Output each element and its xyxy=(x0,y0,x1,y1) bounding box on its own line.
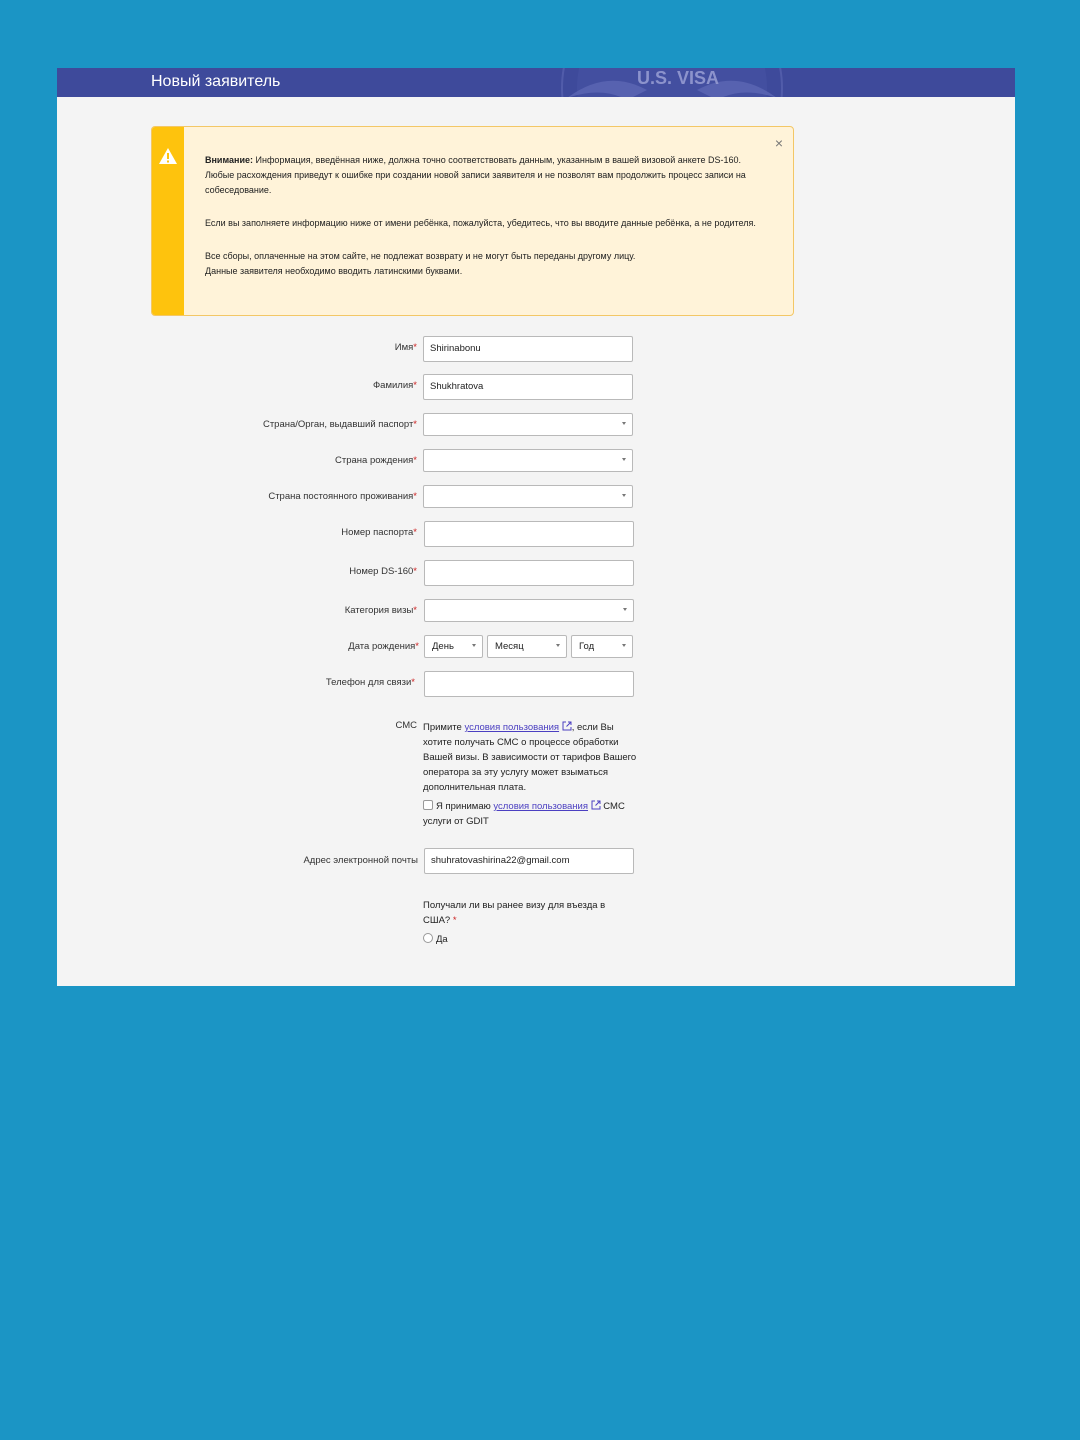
last-name-label: Фамилия* xyxy=(372,380,417,391)
warning-alert xyxy=(151,126,794,316)
residence-country-label: Страна постоянного проживания* xyxy=(268,491,417,502)
first-name-label: Имя* xyxy=(394,342,417,353)
main-panel xyxy=(57,68,1015,986)
passport-country-select[interactable] xyxy=(423,413,633,436)
passport-number-input[interactable] xyxy=(424,521,634,547)
terms-link[interactable]: условия пользования xyxy=(464,722,560,733)
email-input[interactable]: shuhratovashirina22@gmail.com xyxy=(424,848,634,874)
alert-paragraph-2: Если вы заполняете информацию ниже от имени ребёнка, пожалуйста, убедитесь, что вы вводите данные ребёнка, а не родителя. xyxy=(205,218,756,228)
prev-visa-yes-option[interactable]: Да xyxy=(423,932,638,947)
ds160-label: Номер DS-160* xyxy=(349,566,417,577)
sms-accept: Я принимаю условия пользования СМС услуги от GDIT xyxy=(423,801,625,827)
alert-bold: Внимание: xyxy=(205,155,253,165)
close-icon[interactable]: × xyxy=(774,135,783,151)
page-title: Новый заявитель xyxy=(151,73,281,90)
phone-label: Телефон для связи* xyxy=(325,677,415,688)
alert-paragraph-3: Все сборы, оплаченные на этом сайте, не подлежат возврату и не могут быть переданы другому лицу. xyxy=(205,251,636,261)
alert-bar xyxy=(152,127,184,315)
chevron-down-icon xyxy=(622,494,626,497)
birth-country-select[interactable] xyxy=(423,449,633,472)
first-name-input[interactable]: Shirinabonu xyxy=(423,336,633,362)
external-link-icon xyxy=(591,800,601,810)
sms-label: СМС xyxy=(395,720,417,731)
prev-visa-yes-radio[interactable] xyxy=(423,933,433,943)
email-label: Адрес электронной почты xyxy=(303,855,418,866)
residence-country-select[interactable] xyxy=(423,485,633,508)
chevron-down-icon xyxy=(556,644,560,647)
visa-category-label: Категория визы* xyxy=(344,605,417,616)
prev-visa-question: Получали ли вы ранее визу для въезда в США? * xyxy=(423,900,606,926)
alert-text xyxy=(205,153,760,279)
dob-day-select[interactable]: День xyxy=(424,635,483,658)
dob-label: Дата рождения* xyxy=(348,641,419,652)
alert-paragraph-1: Информация, введённая ниже, должна точно соответствовать данным, указанным в вашей визовой анкете DS-160. Любые расхождения приведут к ошибке при создании новой записи заявителя и не позволят вам продолжить процесс записи на собеседование. xyxy=(205,155,746,195)
chevron-down-icon xyxy=(623,608,627,611)
sms-terms-link[interactable]: условия пользования xyxy=(493,801,589,812)
page-header xyxy=(57,68,1015,97)
chevron-down-icon xyxy=(472,644,476,647)
last-name-input[interactable]: Shukhratova xyxy=(423,374,633,400)
chevron-down-icon xyxy=(622,458,626,461)
sms-accept-checkbox[interactable] xyxy=(423,800,433,810)
chevron-down-icon xyxy=(622,644,626,647)
external-link-icon xyxy=(562,721,572,731)
chevron-down-icon xyxy=(622,422,626,425)
sms-description: Примите условия пользования , если Вы хотите получать СМС о процессе обработки Вашей визы. В зависимости от тарифов Вашего оператора за эту услугу может взыматься дополнительная плата. xyxy=(423,722,637,793)
us-visa-seal-logo xyxy=(547,68,797,97)
svg-text:U.S. VISA: U.S. VISA xyxy=(637,68,720,88)
dob-year-select[interactable]: Год xyxy=(571,635,633,658)
phone-input[interactable] xyxy=(424,671,634,697)
visa-category-select[interactable] xyxy=(424,599,634,622)
alert-paragraph-4: Данные заявителя необходимо вводить латинскими буквами. xyxy=(205,266,463,276)
passport-number-label: Номер паспорта* xyxy=(341,527,417,538)
warning-icon xyxy=(158,147,178,165)
birth-country-label: Страна рождения* xyxy=(335,455,417,466)
dob-month-select[interactable]: Месяц xyxy=(487,635,567,658)
ds160-input[interactable] xyxy=(424,560,634,586)
passport-country-label: Страна/Орган, выдавший паспорт* xyxy=(262,419,417,430)
